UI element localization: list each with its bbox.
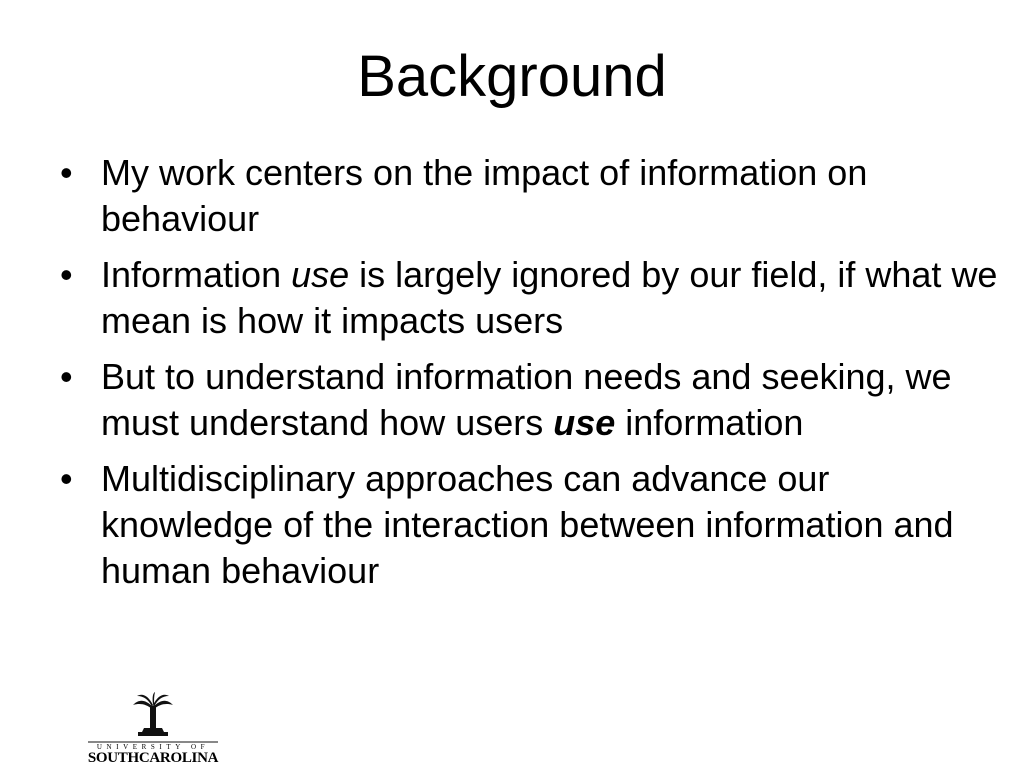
emphasized-text: use — [291, 254, 350, 295]
bullet-text: information — [615, 402, 804, 443]
bullet-text: is largely ignored by our field, if what we mean is how it impacts users — [101, 254, 998, 341]
bullet-text: But to understand information needs and seeking, we must understand how users — [101, 356, 952, 443]
bullet-item — [60, 456, 1000, 594]
logo-top-text: UNIVERSITY OF — [96, 743, 210, 751]
university-of-south-carolina-logo — [86, 692, 220, 764]
bullet-text: Information — [101, 254, 292, 295]
bullet-marker: • — [60, 458, 73, 499]
palmetto-tree-icon — [133, 692, 173, 736]
bullet-list — [60, 150, 1000, 604]
slide-title: Background — [357, 44, 667, 109]
bullet-item — [60, 252, 1000, 344]
bullet-marker: • — [60, 356, 73, 397]
bullet-item — [60, 150, 1000, 242]
emphasized-text: use — [553, 402, 616, 443]
bullet-marker: • — [60, 254, 73, 295]
bullet-text: My work centers on the impact of information on behaviour — [101, 152, 868, 239]
logo-bottom-text: SOUTHCAROLINA — [87, 750, 219, 764]
bullet-marker: • — [60, 152, 73, 193]
bullet-text: Multidisciplinary approaches can advance our knowledge of the interaction between information and human behaviour — [101, 458, 954, 591]
bullet-item — [60, 354, 1000, 446]
